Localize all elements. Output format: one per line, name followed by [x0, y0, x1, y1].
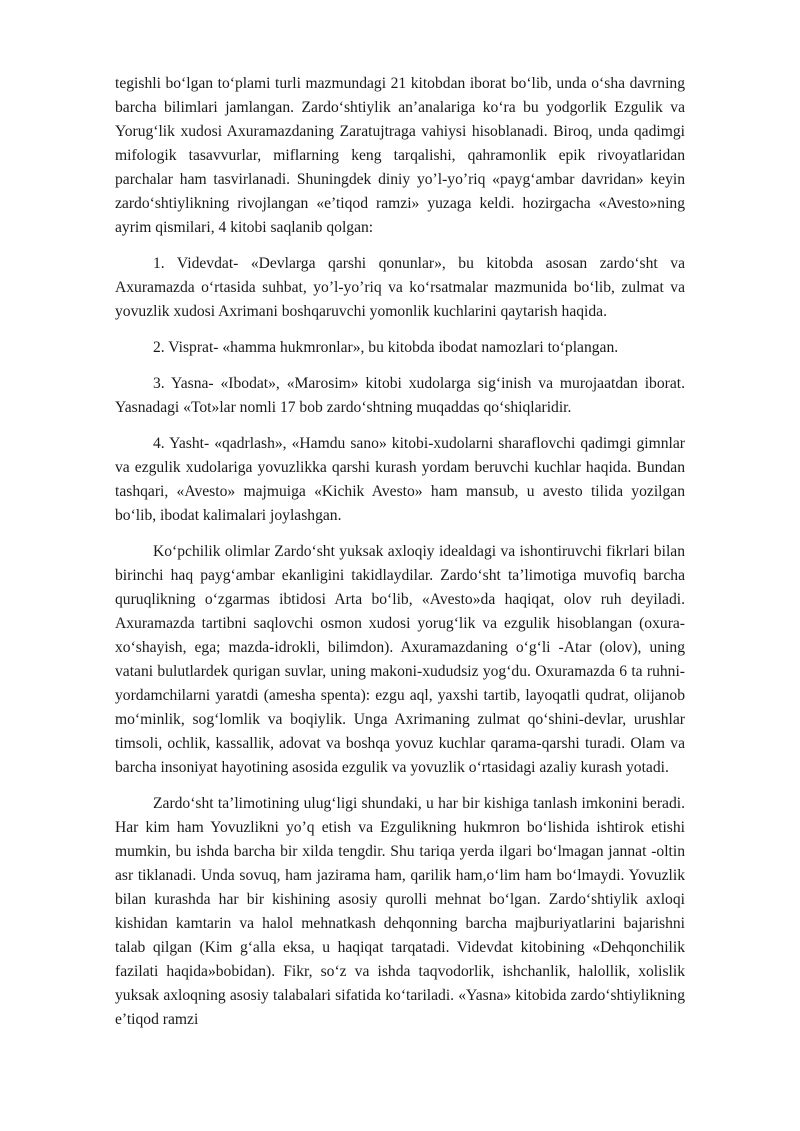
paragraph-visprat: 2. Visprat- «hamma hukmronlar», bu kitobda ibodat namozlari to‘plangan. [153, 339, 619, 356]
paragraph-yasht: 4. Yasht- «qadrlash», «Hamdu sano» kitobi-xudolarni sharaflovchi qadimgi gimnlar va ezgulik xudolariga yovuzlikka qarshi kurash yordam beruvchi kuchlar haqida. Bundan tashqari, «Avesto» majmuiga «Kichik Avesto» ham mansub, u avesto tilida yozilgan bo‘lib, ibodat kalimalari joylashgan. [115, 435, 685, 524]
paragraph-videvdat: 1. Videvdat- «Devlarga qarshi qonunlar», bu kitobda asosan zardo‘sht va Axuramazda o‘rtasida suhbat, yo’l-yo’riq va ko‘rsatmalar mazmunida bo‘lib, zulmat va yovuzlik xudosi Axrimani boshqaruvchi yomonlik kuchlarini qaytarish haqida. [115, 255, 685, 320]
paragraph-zoroaster-prophet: Ko‘pchilik olimlar Zardo‘sht yuksak axloqiy idealdagi va ishontiruvchi fikrlari bilan birinchi haq payg‘ambar ekanligini takidlaydilar. Zardo‘sht ta’limotiga muvofiq barcha quruqlikning o‘zgarmas ibtidosi Arta bo‘lib, «Avesto»da haqiqat, olov ruh deyiladi. Axuramazda tartibni saqlovchi osmon xudosi yorug‘lik va ezgulik hisoblangan (oxura-xo‘shayish, ega; mazda-idrokli, bilimdon). Axuramazdaning o‘g‘li -Atar (olov), uning vatani bulutlardek qurigan suvlar, uning makoni-xududsiz yog‘du. Oxuramazda 6 ta ruhni- yordamchilarni yaratdi (amesha spenta): ezgu aql, yaxshi tartib, layoqatli qudrat, olijanob mo‘minlik, sog‘lomlik va boqiylik. Unga Axrimaning zulmat qo‘shini-devlar, urushlar timsoli, ochlik, kassallik, adovat va boshqa yovuz kuchlar qarama-qarshi turadi. Olam va barcha insoniyat hayotining asosida ezgulik va yovuzlik o‘rtasidagi azaliy kurash yotadi. [115, 543, 685, 776]
paragraph-avesto-intro: tegishli bo‘lgan to‘plami turli mazmundagi 21 kitobdan iborat bo‘lib, unda o‘sha davrning barcha bilimlari jamlangan. Zardo‘shtiylik an’analariga ko‘ra bu yodgorlik Ezgulik va Yorug‘lik xudosi Axuramazdaning Zaratujtraga vahiysi hisoblanadi. Biroq, unda qadimgi mifologik tasavvurlar, miflarning keng tarqalishi, qahramonlik epik rivoyatlaridan parchalar ham tasvirlanadi. Shuningdek diniy yo’l-yo’riq «payg‘ambar davridan» keyin zardo‘shtiylikning rivojlangan «e’tiqod ramzi» yuzaga keldi. hozirgacha «Avesto»ning ayrim qismilari, 4 kitobi saqlanib qolgan: [115, 75, 685, 236]
paragraph-yasna: 3. Yasna- «Ibodat», «Marosim» kitobi xudolarga sig‘inish va murojaatdan iborat. Yasnadagi «Tot»lar nomli 17 bob zardo‘shtning muqaddas qo‘shiqlaridir. [115, 375, 685, 416]
document-page [115, 72, 685, 1044]
paragraph-zoroaster-teaching: Zardo‘sht ta’limotining ulug‘ligi shundaki, u har bir kishiga tanlash imkonini beradi. Har kim ham Yovuzlikni yo’q etish va Ezgulikning hukmron bo‘lishida ishtirok etishi mumkin, bu ishda barcha bir xilda tengdir. Shu tariqa yerda ilgari bo‘lmagan jannat -oltin asr tiklanadi. Unda sovuq, ham jazirama ham, qarilik ham,o‘lim ham bo‘lmaydi. Yovuzlik bilan kurashda har bir kishining asosiy qurolli mehnat bo‘lgan. Zardo‘shtiylik axloqi kishidan kamtarin va halol mehnatkash dehqonning barcha majburiyatlarini bajarishni talab qilgan (Kim g‘alla eksa, u haqiqat tarqatadi. Videvdat kitobining «Dehqonchilik fazilati haqida»bobidan). Fikr, so‘z va ishda taqvodorlik, ishchanlik, halollik, xolislik yuksak axloqning asosiy talabalari sifatida ko‘tariladi. «Yasna» kitobida zardo‘shtiylikning e’tiqod ramzi [115, 795, 685, 1028]
